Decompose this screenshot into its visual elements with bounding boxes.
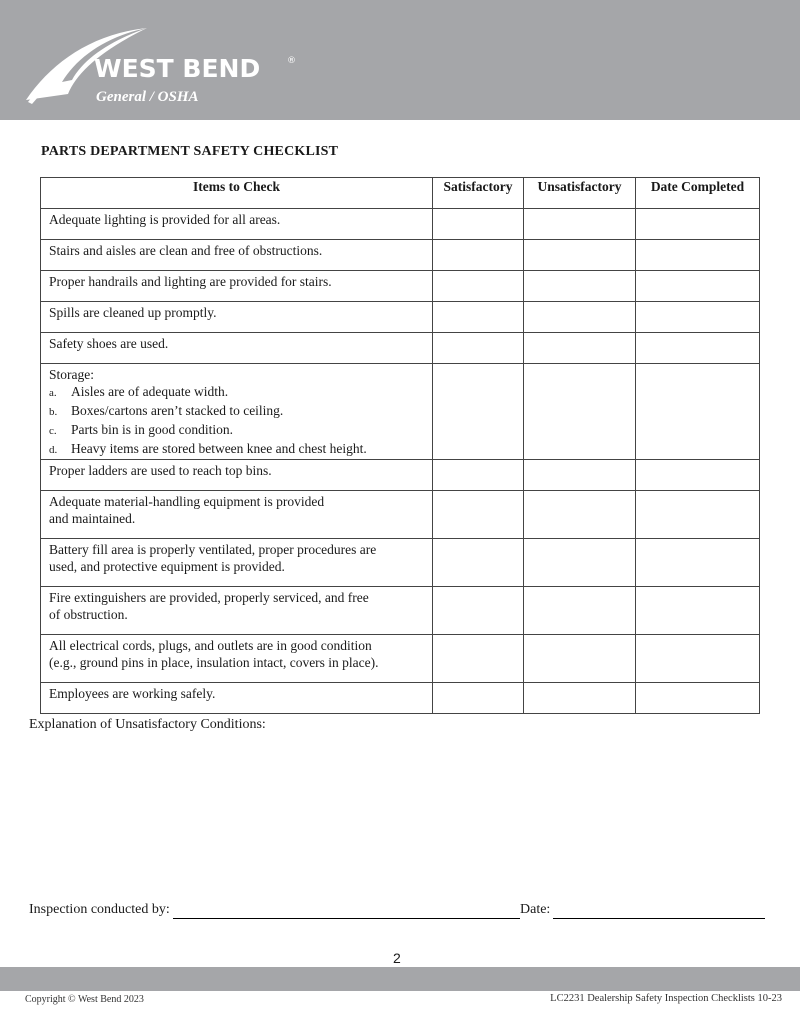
table-row [41, 333, 760, 364]
satisfactory-cell[interactable] [433, 539, 524, 587]
satisfactory-cell[interactable] [433, 364, 524, 460]
item-text: Storage: [49, 367, 94, 382]
copyright-text: Copyright © West Bend 2023 [25, 994, 144, 1005]
header-band [0, 0, 800, 120]
west-bend-logo [22, 22, 322, 112]
item-text: Spills are cleaned up promptly. [41, 302, 433, 333]
table-row [41, 271, 760, 302]
satisfactory-cell[interactable] [433, 635, 524, 683]
subitem-text: Parts bin is in good condition. [71, 422, 233, 437]
unsatisfactory-cell[interactable] [524, 587, 636, 635]
satisfactory-cell[interactable] [433, 491, 524, 539]
date-completed-cell[interactable] [636, 635, 760, 683]
table-row [41, 683, 760, 714]
satisfactory-cell[interactable] [433, 240, 524, 271]
item-text: Proper handrails and lighting are provided for stairs. [41, 271, 433, 302]
table-row [41, 240, 760, 271]
satisfactory-cell[interactable] [433, 333, 524, 364]
item-text-line2: used, and protective equipment is provided. [49, 559, 285, 574]
date-completed-cell[interactable] [636, 302, 760, 333]
unsatisfactory-cell[interactable] [524, 683, 636, 714]
brand-name: WEST BEND [94, 54, 261, 83]
item-text: Fire extinguishers are provided, properly serviced, and free [49, 590, 369, 605]
document-title: PARTS DEPARTMENT SAFETY CHECKLIST [41, 144, 339, 159]
storage-subitem [49, 421, 432, 440]
brand-subtitle: General / OSHA [96, 89, 199, 105]
item-text-line2: of obstruction. [49, 607, 128, 622]
subitem-letter: c. [49, 425, 57, 437]
subitem-letter: b. [49, 406, 58, 418]
date-label: Date: [520, 902, 551, 917]
subitem-text: Heavy items are stored between knee and chest height. [71, 441, 367, 456]
unsatisfactory-cell[interactable] [524, 302, 636, 333]
satisfactory-cell[interactable] [433, 460, 524, 491]
item-text-block [41, 491, 433, 539]
item-text: Employees are working safely. [41, 683, 433, 714]
date-completed-cell[interactable] [636, 683, 760, 714]
storage-item [41, 364, 433, 460]
inspector-label: Inspection conducted by: [29, 902, 170, 917]
satisfactory-cell[interactable] [433, 209, 524, 240]
storage-subitem [49, 440, 432, 459]
subitem-text: Boxes/cartons aren’t stacked to ceiling. [71, 403, 284, 418]
column-header-date-completed: Date Completed [636, 178, 760, 209]
item-text: All electrical cords, plugs, and outlets are in good condition [49, 638, 372, 653]
subitem-letter: d. [49, 444, 58, 456]
item-text: Safety shoes are used. [41, 333, 433, 364]
table-row [41, 302, 760, 333]
column-header-items: Items to Check [41, 178, 433, 209]
form-id-text: LC2231 Dealership Safety Inspection Checklists 10-23 [550, 993, 782, 1004]
unsatisfactory-cell[interactable] [524, 333, 636, 364]
table-row [41, 587, 760, 635]
date-completed-cell[interactable] [636, 209, 760, 240]
registered-mark: ® [287, 56, 296, 66]
unsatisfactory-cell[interactable] [524, 460, 636, 491]
column-header-unsatisfactory: Unsatisfactory [524, 178, 636, 209]
explanation-label: Explanation of Unsatisfactory Conditions: [29, 717, 266, 732]
table-row [41, 364, 760, 460]
item-text: Battery fill area is properly ventilated, proper procedures are [49, 542, 377, 557]
item-text: Stairs and aisles are clean and free of obstructions. [41, 240, 433, 271]
item-text: Proper ladders are used to reach top bins. [41, 460, 433, 491]
table-row [41, 460, 760, 491]
subitem-text: Aisles are of adequate width. [71, 384, 229, 399]
checklist-table [40, 177, 760, 714]
unsatisfactory-cell[interactable] [524, 635, 636, 683]
satisfactory-cell[interactable] [433, 271, 524, 302]
unsatisfactory-cell[interactable] [524, 539, 636, 587]
unsatisfactory-cell[interactable] [524, 491, 636, 539]
date-completed-cell[interactable] [636, 333, 760, 364]
item-text-block [41, 587, 433, 635]
item-text: Adequate material-handling equipment is provided [49, 494, 325, 509]
table-row [41, 491, 760, 539]
satisfactory-cell[interactable] [433, 587, 524, 635]
date-completed-cell[interactable] [636, 460, 760, 491]
date-signature-line[interactable] [553, 918, 765, 919]
item-text: Adequate lighting is provided for all areas. [41, 209, 433, 240]
footer-band [0, 967, 800, 991]
date-completed-cell[interactable] [636, 364, 760, 460]
date-completed-cell[interactable] [636, 271, 760, 302]
item-text-block [41, 635, 433, 683]
page-number: 2 [393, 950, 401, 966]
satisfactory-cell[interactable] [433, 683, 524, 714]
inspector-signature-line[interactable] [173, 918, 520, 919]
table-row [41, 209, 760, 240]
date-completed-cell[interactable] [636, 539, 760, 587]
date-completed-cell[interactable] [636, 587, 760, 635]
item-text-line2: and maintained. [49, 511, 136, 526]
column-header-satisfactory: Satisfactory [433, 178, 524, 209]
table-row [41, 539, 760, 587]
item-text-line2: (e.g., ground pins in place, insulation intact, covers in place). [49, 655, 379, 670]
satisfactory-cell[interactable] [433, 302, 524, 333]
unsatisfactory-cell[interactable] [524, 240, 636, 271]
date-completed-cell[interactable] [636, 491, 760, 539]
unsatisfactory-cell[interactable] [524, 364, 636, 460]
table-row [41, 635, 760, 683]
item-text-block [41, 539, 433, 587]
table-header-row [41, 178, 760, 209]
subitem-letter: a. [49, 387, 57, 399]
storage-subitem [49, 402, 432, 421]
date-completed-cell[interactable] [636, 240, 760, 271]
storage-subitem [49, 383, 432, 402]
unsatisfactory-cell[interactable] [524, 209, 636, 240]
unsatisfactory-cell[interactable] [524, 271, 636, 302]
